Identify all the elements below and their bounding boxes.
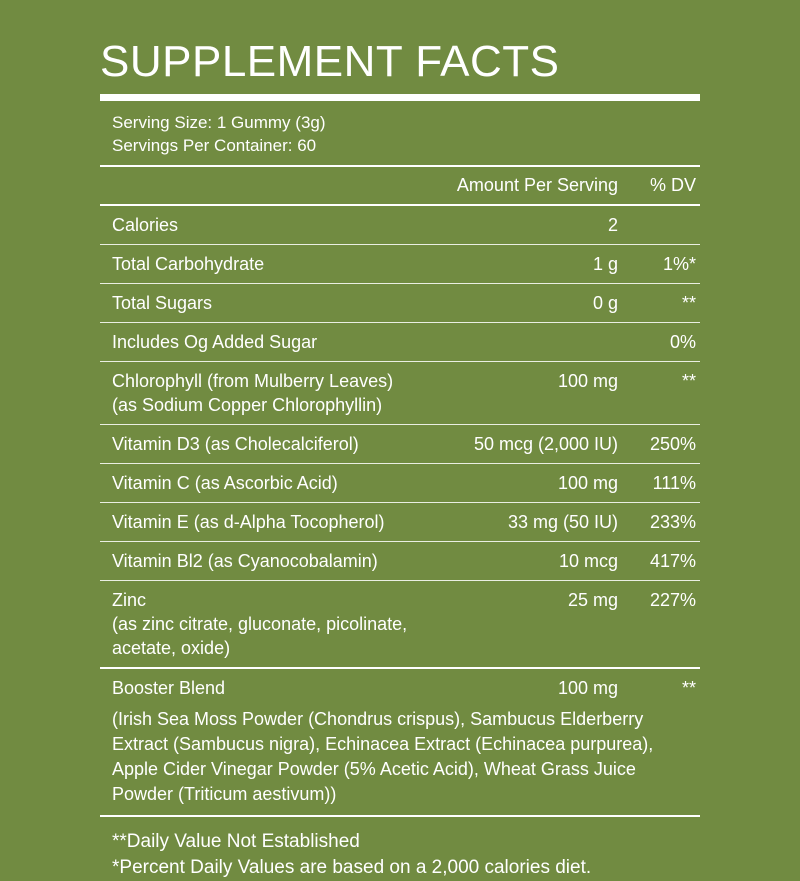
footnote-dv-not-established: **Daily Value Not Established	[112, 831, 360, 852]
table-row	[100, 284, 700, 322]
column-headers	[100, 167, 700, 204]
nutrient-name: Vitamin C (as Ascorbic Acid)	[112, 473, 338, 493]
nutrient-dv: 0%	[669, 332, 696, 352]
table-row	[100, 425, 700, 463]
nutrient-amount: 25 mg	[567, 590, 618, 610]
table-row	[100, 206, 700, 244]
nutrient-dv: 417%	[649, 551, 696, 571]
nutrient-name: Total Sugars	[112, 293, 213, 313]
nutrient-name: Vitamin Bl2 (as Cyanocobalamin)	[112, 551, 378, 571]
blend-name: Booster Blend	[112, 678, 226, 698]
table-row	[100, 464, 700, 502]
table-row	[100, 245, 700, 283]
nutrient-subtext: (as Sodium Copper Chlorophyllin)	[112, 395, 383, 415]
nutrient-amount: 50 mcg (2,000 IU)	[473, 434, 618, 454]
nutrient-name: Vitamin D3 (as Cholecalciferol)	[112, 434, 359, 454]
nutrient-amount: 1 g	[592, 254, 618, 274]
table-row-blend	[100, 669, 700, 707]
servings-per-container: Servings Per Container: 60	[112, 136, 317, 155]
nutrient-name: Chlorophyll (from Mulberry Leaves) (as Sodium Copper Chlorophyllin)	[112, 369, 438, 417]
nutrient-subtext: (as zinc citrate, gluconate, picolinate,	[112, 614, 408, 634]
nutrient-name: Total Carbohydrate	[112, 254, 265, 274]
serving-size: Serving Size: 1 Gummy (3g)	[112, 113, 326, 132]
nutrient-amount: 2	[607, 215, 618, 235]
nutrient-dv: **	[681, 371, 696, 391]
nutrient-dv: 111%	[652, 473, 696, 493]
nutrient-amount: 33 mg (50 IU)	[507, 512, 618, 532]
table-row	[100, 581, 700, 667]
nutrient-dv: **	[681, 293, 696, 313]
nutrient-amount: 0 g	[592, 293, 618, 313]
table-row	[100, 542, 700, 580]
nutrient-name: Vitamin E (as d-Alpha Tocopherol)	[112, 512, 385, 532]
nutrient-amount: 100 mg	[557, 371, 618, 391]
nutrient-name: Includes Og Added Sugar	[112, 332, 318, 352]
nutrient-rows	[100, 206, 700, 667]
serving-info	[100, 101, 700, 165]
footnote-percent-dv: *Percent Daily Values are based on a 2,000 calories diet.	[112, 857, 592, 878]
nutrient-dv: 233%	[649, 512, 696, 532]
column-header-dv: % DV	[649, 175, 696, 195]
blend-dv: **	[681, 678, 696, 698]
supplement-facts-panel	[100, 36, 700, 881]
nutrient-amount: 10 mcg	[558, 551, 618, 571]
blend-description: (Irish Sea Moss Powder (Chondrus crispus), Sambucus Elderberry Extract (Sambucus nigra), Echinacea Extract (Echinacea purpurea), Apple Cider Vinegar Powder (5% Acetic Acid), Wheat Grass Juice Powder (Triticum aestivum))	[112, 709, 654, 804]
nutrient-subtext: acetate, oxide)	[112, 638, 231, 658]
table-row	[100, 362, 700, 424]
nutrient-dv: 227%	[649, 590, 696, 610]
table-row	[100, 323, 700, 361]
title-divider	[100, 94, 700, 101]
nutrient-name: Calories	[112, 215, 179, 235]
blend-amount: 100 mg	[557, 678, 618, 698]
page-title: SUPPLEMENT FACTS	[100, 37, 560, 86]
nutrient-amount: 100 mg	[557, 473, 618, 493]
nutrient-dv: 250%	[649, 434, 696, 454]
footnotes	[100, 817, 700, 881]
table-row	[100, 503, 700, 541]
column-header-amount: Amount Per Serving	[456, 175, 618, 195]
nutrient-name: Zinc (as zinc citrate, gluconate, picolinate, acetate, oxide)	[112, 588, 438, 660]
nutrient-dv: 1%*	[662, 254, 696, 274]
